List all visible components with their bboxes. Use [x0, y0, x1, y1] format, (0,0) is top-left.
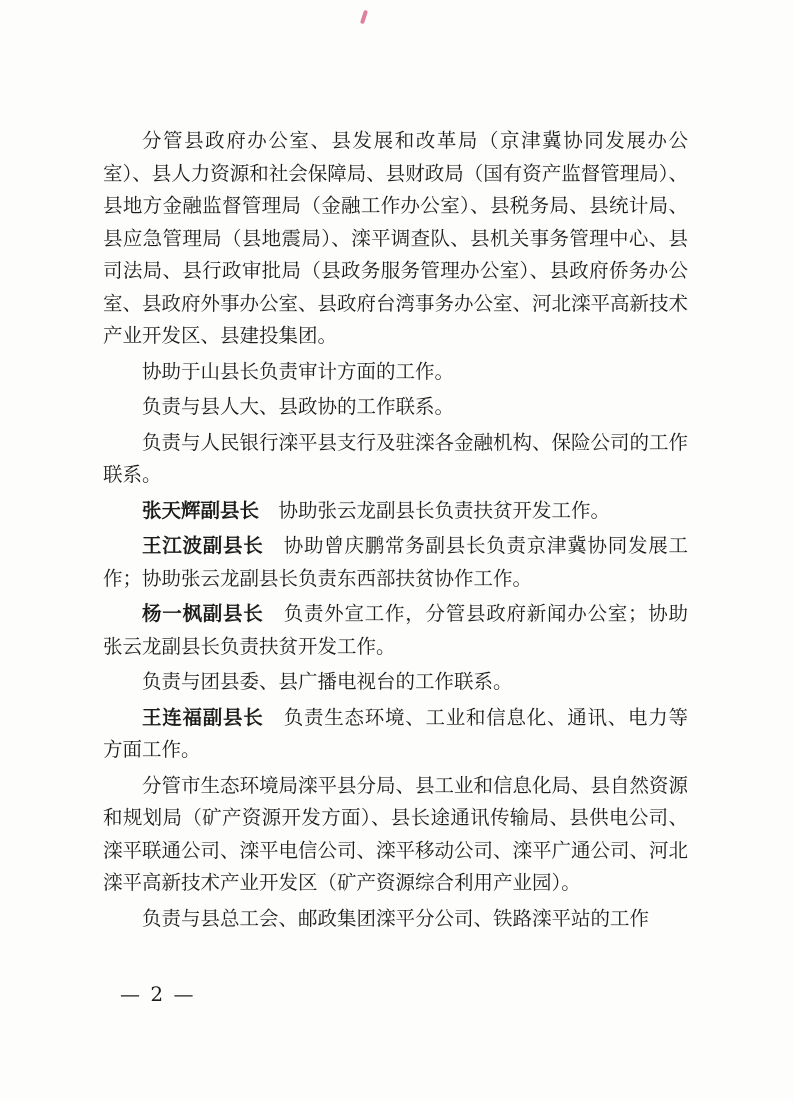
- official-name: 王连福副县长: [142, 705, 264, 729]
- paragraph-liaison-bank: 负责与人民银行滦平县支行及驻滦各金融机构、保险公司的工作联系。: [103, 430, 689, 486]
- paragraph-yang-liaison: 负责与团县委、县广播电视台的工作联系。: [142, 670, 513, 693]
- official-duty: 协助曾庆鹏常务副县长负责京津冀协同发展工作；协助张云龙副县长负责东西部扶贫协作工作。: [103, 534, 688, 590]
- paragraph-wang-lianfu-liaison: 负责与县总工会、邮政集团滦平分公司、铁路滦平站的工作: [142, 906, 650, 930]
- official-wang-jiangbo: [103, 530, 688, 595]
- official-duty: 协助张云龙副县长负责扶贫开发工作。: [278, 498, 611, 522]
- official-name: 张天辉副县长: [142, 498, 260, 522]
- page-number: — 2 —: [120, 982, 196, 1006]
- official-name: 王江波副县长: [142, 534, 264, 557]
- official-duty: 负责外宣工作，分管县政府新闻办公室；协助张云龙副县长负责扶贫开发工作。: [103, 602, 688, 658]
- official-wang-lianfu: [103, 702, 688, 767]
- paragraph-liaison-npc: 负责与县人大、县政协的工作联系。: [142, 395, 455, 418]
- official-yang-yifeng: [103, 598, 688, 663]
- paragraph-audit: 协助于山县长负责审计方面的工作。: [142, 359, 455, 383]
- ink-mark: [360, 10, 368, 25]
- paragraph-wang-lianfu-jurisdiction: 分管市生态环境局滦平县分局、县工业和信息化局、县自然资源和规划局（矿产资源开发方面）、县长途通讯传输局、县供电公司、滦平联通公司、滦平电信公司、滦平移动公司、滦平广通公司、河北滦平高新技术产业开发区（矿产资源综合利用产业园）。: [103, 773, 689, 894]
- document-body: [103, 125, 688, 935]
- official-name: 杨一枫副县长: [142, 602, 264, 625]
- official-duty: 负责生态环境、工业和信息化、通讯、电力等方面工作。: [103, 705, 688, 761]
- official-zhang-tianhui: [103, 495, 688, 528]
- paragraph-jurisdiction: 分管县政府办公室、县发展和改革局（京津冀协同发展办公室）、县人力资源和社会保障局、县财政局（国有资产监督管理局）、县地方金融监督管理局（金融工作办公室）、县税务局、县统计局、县应急管理局（县地震局）、滦平调查队、县机关事务管理中心、县司法局、县行政审批局（县政务服务管理办公室）、县政府侨务办公室、县政府外事办公室、县政府台湾事务办公室、河北滦平高新技术产业开发区、县建投集团。: [103, 129, 689, 347]
